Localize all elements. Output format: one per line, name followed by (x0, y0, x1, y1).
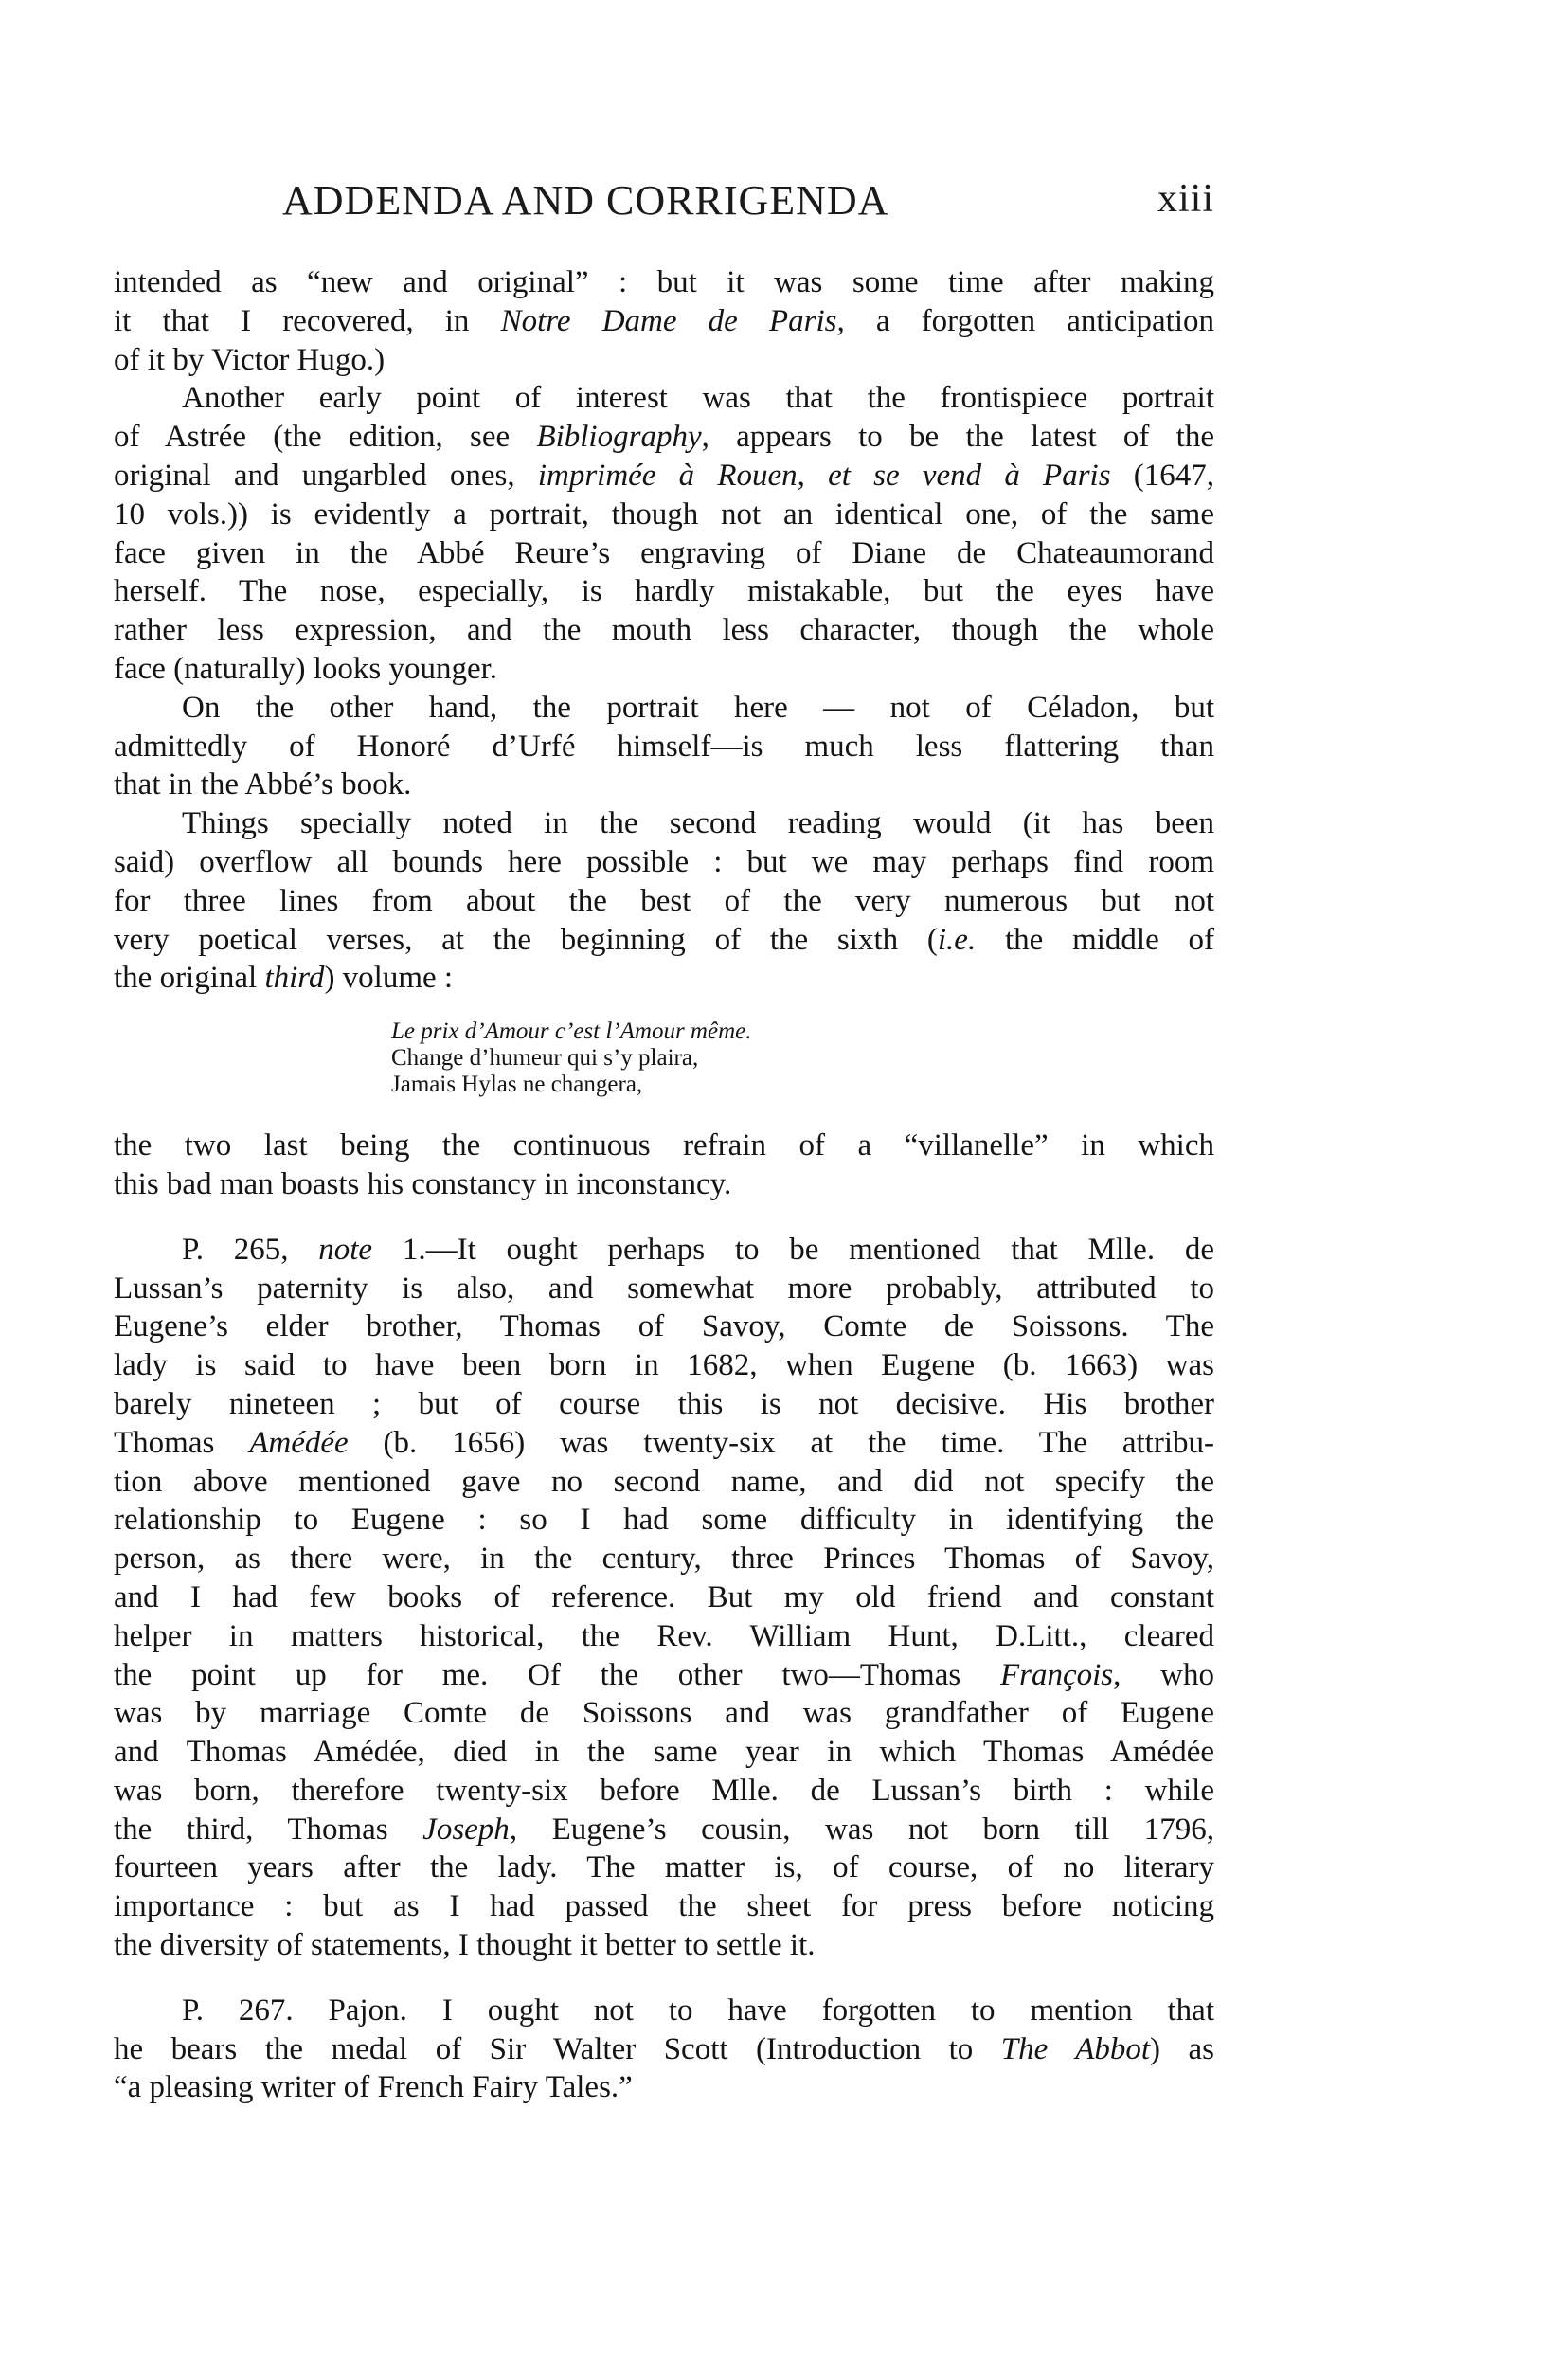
paragraph-continuation (114, 263, 1214, 379)
verse-line: Change d’humeur qui s’y plaira, (391, 1045, 699, 1072)
running-head (114, 176, 1214, 229)
paragraph-things-noted (114, 804, 1214, 998)
text-line: rather less expression, and the mouth less character, though the whole (114, 613, 1214, 648)
text-line: the point up for me. Of the other two—Thomas François, who (114, 1657, 1215, 1692)
text-line: very poetical verses, at the beginning of the sixth (i.e. the middle of (114, 922, 1214, 957)
text-line: Thomas Amédée (b. 1656) was twenty-six at the time. The attribu- (114, 1425, 1214, 1460)
text-line: intended as “new and original” : but it was some time after making (114, 265, 1214, 299)
text-line: face (naturally) looks younger. (114, 651, 498, 686)
page-number: xiii (1157, 177, 1214, 221)
text-line: the diversity of statements, I thought it better to settle it. (114, 1928, 816, 1963)
note-p267 (114, 1992, 1214, 2107)
text-line: P. 265, note 1.—It ought perhaps to be mentioned that Mlle. de (182, 1232, 1214, 1267)
text-line: Things specially noted in the second reading would (it has been (182, 806, 1214, 841)
text-line: was born, therefore twenty-six before Mlle. de Lussan’s birth : while (114, 1773, 1214, 1808)
text-line: of it by Victor Hugo.) (114, 342, 386, 377)
italic-text: i.e. (937, 922, 977, 957)
section-gap (114, 1204, 1214, 1231)
text-line: was by marriage Comte de Soissons and was grandfather of Eugene (114, 1696, 1214, 1731)
text-line: Lussan’s paternity is also, and somewhat more probably, attributed to (114, 1271, 1214, 1306)
text-line: original and ungarbled ones, imprimée à Rouen, et se vend à Paris (1647, (114, 458, 1215, 493)
text-line: he bears the medal of Sir Walter Scott (Introduction to The Abbot) as (114, 2031, 1215, 2066)
text-line: person, as there were, in the century, three Princes Thomas of Savoy, (114, 1542, 1214, 1577)
text-line: admittedly of Honoré d’Urfé himself—is much less flattering than (114, 729, 1214, 764)
text-line: helper in matters historical, the Rev. William Hunt, D.Litt., cleared (114, 1618, 1214, 1653)
italic-text: et se vend à Paris (828, 458, 1111, 493)
text-line: 10 vols.)) is evidently a portrait, though not an identical one, of the same (114, 496, 1214, 532)
text-line: that in the Abbé’s book. (114, 767, 412, 802)
text-line: tion above mentioned gave no second name, and did not specify the (114, 1464, 1214, 1499)
italic-text: Notre Dame de Paris, (500, 303, 845, 338)
verse-line: Le prix d’Amour c’est l’Amour même. (391, 1019, 752, 1045)
text-line: this bad man boasts his constancy in inconstancy. (114, 1166, 732, 1201)
body-text (114, 263, 1214, 2107)
italic-text: François (999, 1657, 1114, 1692)
text-line: Eugene’s elder brother, Thomas of Savoy, Comte de Soissons. The (114, 1309, 1214, 1344)
text-line: “a pleasing writer of French Fairy Tales.” (114, 2070, 633, 2105)
running-title: ADDENDA AND CORRIGENDA (282, 177, 889, 224)
text-line: fourteen years after the lady. The matter is, of course, of no literary (114, 1850, 1214, 1885)
text-line: Another early point of interest was that the frontispiece portrait (182, 381, 1214, 416)
text-line: importance : but as I had passed the sheet for press before noticing (114, 1889, 1214, 1924)
text-line: lady is said to have been born in 1682, when Eugene (b. 1663) was (114, 1348, 1214, 1383)
text-line: relationship to Eugene : so I had some difficulty in identifying the (114, 1503, 1214, 1538)
text-line: it that I recovered, in Notre Dame de Paris, a forgotten anticipation (114, 303, 1215, 338)
text-line: the third, Thomas Joseph, Eugene’s cousin, was not born till 1796, (114, 1812, 1214, 1847)
text-line: barely nineteen ; but of course this is not decisive. His brother (114, 1386, 1214, 1421)
text-line: the two last being the continuous refrain of a “villanelle” in which (114, 1128, 1214, 1163)
text-line: On the other hand, the portrait here — not of Céladon, but (182, 690, 1214, 725)
italic-text: Joseph (422, 1812, 510, 1847)
verse-line: Jamais Hylas ne changera, (391, 1072, 643, 1098)
paragraph-other-hand (114, 689, 1214, 804)
paragraph-frontispiece (114, 379, 1214, 688)
italic-text: note (318, 1232, 373, 1267)
paragraph-after-verse (114, 1127, 1214, 1204)
text-line: face given in the Abbé Reure’s engraving of Diane de Chateaumorand (114, 535, 1214, 570)
text-line: P. 267. Pajon. I ought not to have forgotten to mention that (182, 1992, 1214, 2028)
text-line: of Astrée (the edition, see Bibliography, appears to be the latest of the (114, 420, 1214, 455)
italic-text: The Abbot (1000, 2031, 1151, 2066)
text-line: and I had few books of reference. But my old friend and constant (114, 1579, 1214, 1614)
verse-quotation (391, 1019, 1214, 1098)
text-line: the original third) volume : (114, 961, 454, 996)
italic-text: third (264, 961, 325, 996)
text-line: for three lines from about the best of the very numerous but not (114, 883, 1214, 918)
italic-text: imprimée à Rouen (537, 458, 798, 493)
italic-text: Bibliography (536, 420, 702, 455)
text-line: herself. The nose, especially, is hardly mistakable, but the eyes have (114, 574, 1214, 609)
section-gap (114, 1965, 1214, 1992)
text-line: and Thomas Amédée, died in the same year in which Thomas Amédée (114, 1735, 1214, 1770)
note-p265 (114, 1231, 1214, 1965)
italic-text: Amédée (249, 1425, 349, 1460)
text-line: said) overflow all bounds here possible : but we may perhaps find room (114, 844, 1214, 879)
